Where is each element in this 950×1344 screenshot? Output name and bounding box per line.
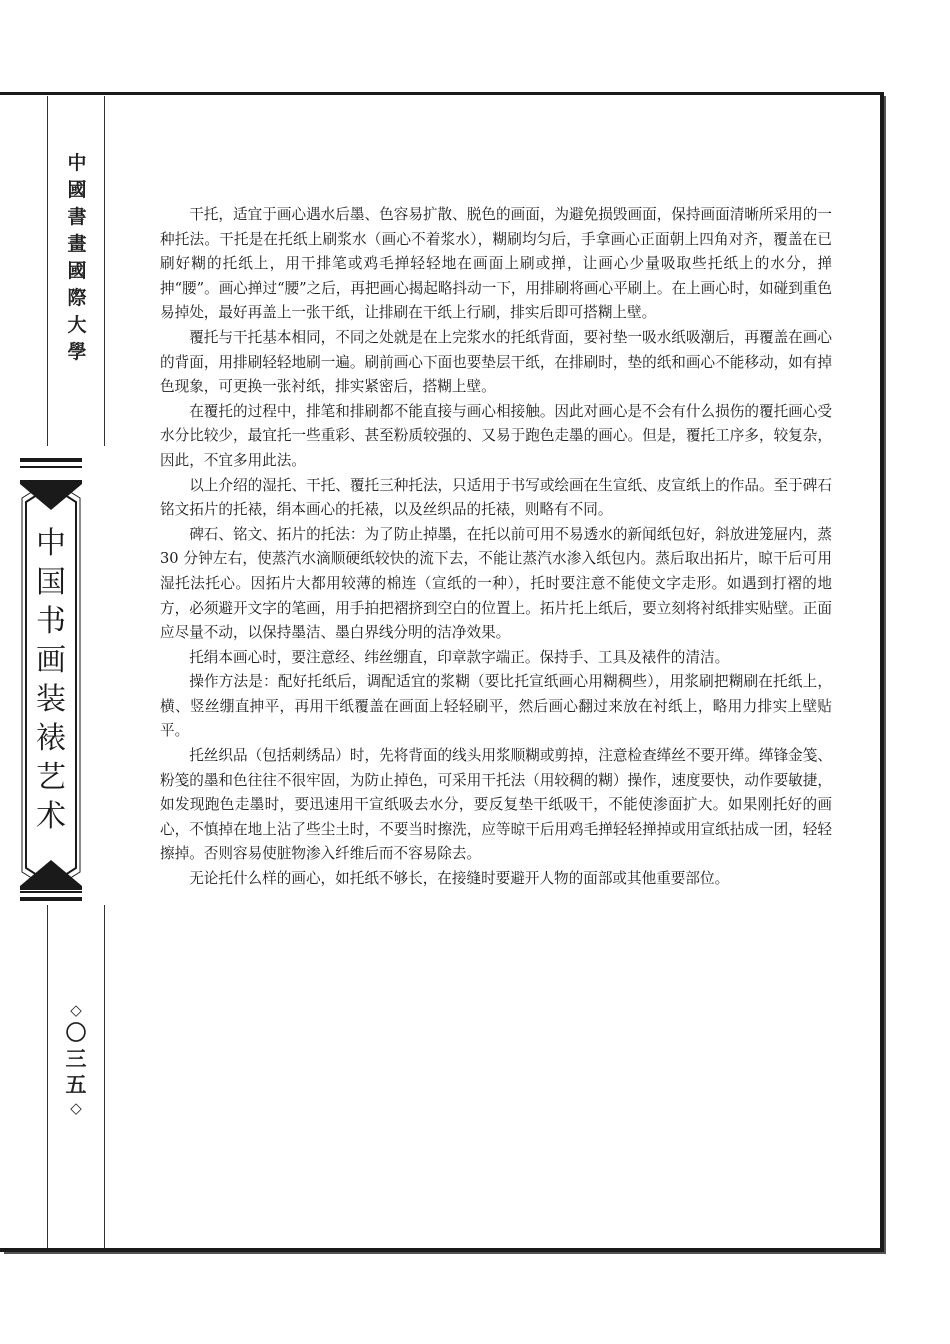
sidebar-rule-right-lower	[104, 905, 105, 1248]
sidebar-bar-bottom-1	[20, 891, 82, 893]
sidebar-bar-top-1	[20, 458, 82, 462]
page-number-char: 三	[65, 1047, 87, 1071]
paragraph: 在覆托的过程中，排笔和排刷都不能直接与画心相接触。因此对画心是不会有什么损伤的覆托画心受水分比较少，最宜托一些重彩、甚至粉质较强的、又易于跑色走墨的画心。但是，覆托工序多，较复杂，因此，不宜多用此法。	[160, 402, 832, 469]
diamond-ornament-top: ◇	[70, 1001, 82, 1019]
series-char: 書	[67, 206, 87, 228]
page-number-char: 五	[65, 1073, 87, 1097]
series-char: 中	[67, 152, 87, 174]
series-char: 學	[67, 341, 87, 363]
sidebar-rule-left-upper	[47, 96, 48, 446]
book-title-char: 裱	[36, 721, 66, 756]
page-frame-shadow-bottom	[4, 1252, 886, 1254]
book-title-char: 术	[36, 799, 66, 834]
book-title-badge	[20, 480, 82, 890]
paragraph: 碑石、铭文、拓片的托法：为了防止掉墨，在托以前可用不易透水的新闻纸包好，斜放进笼屉内，蒸 30 分钟左右，使蒸汽水滴顺硬纸较快的流下去，不能让蒸汽水渗入纸包内。蒸后取出拓片，晾干后可用湿托法托心。因拓片大都用较薄的棉连（宣纸的一种），托时要注意不能使文字走形。如遇到打褶的地方，必须避开文字的笔画，用手拍把褶挤到空白的位置上。拓片托上纸后，要立刻将衬纸排实贴壁。正面应尽量不动，以保持墨洁、墨白界线分明的洁净效果。	[160, 525, 832, 642]
book-title-char: 中	[36, 526, 66, 561]
book-title-char: 装	[36, 682, 66, 717]
book-title	[20, 524, 82, 836]
series-char: 際	[67, 287, 87, 309]
book-title-char: 画	[36, 643, 66, 678]
paragraph: 托绢本画心时，要注意经、纬丝绷直，印章款字端正。保持手、工具及裱件的清洁。	[189, 648, 730, 666]
series-char: 大	[67, 314, 87, 336]
sidebar-rule-left-lower	[47, 905, 48, 1248]
book-title-char: 国	[36, 565, 66, 600]
paragraph: 以上介绍的湿托、干托、覆托三种托法，只适用于书写或绘画在生宣纸、皮宣纸上的作品。至于碑石铭文拓片的托裱，绢本画心的托裱，以及丝织品的托裱，则略有不同。	[160, 476, 832, 519]
series-char: 畫	[67, 233, 87, 255]
series-char: 國	[67, 260, 87, 282]
page-number	[58, 1000, 94, 1118]
sidebar-bar-bottom-2	[20, 897, 82, 901]
series-char: 國	[67, 179, 87, 201]
diamond-ornament-bottom: ◇	[70, 1099, 82, 1117]
sidebar-bar-top-2	[20, 466, 82, 468]
book-title-char: 艺	[36, 760, 66, 795]
page-number-char: 〇	[65, 1021, 87, 1045]
sidebar-rule-right-upper	[104, 96, 105, 446]
body-text	[160, 203, 832, 892]
paragraph: 干托，适宜于画心遇水后墨、色容易扩散、脱色的画面，为避免损毁画面，保持画面清晰所采用的一种托法。干托是在托纸上刷浆水（画心不着浆水），糊刷均匀后，手拿画心正面朝上四角对齐，覆盖在已刷好糊的托纸上，用干排笔或鸡毛掸轻轻地在画面上刷或掸，让画心少量吸取些托纸上的水分，掸抻“腰”。画心掸过“腰”之后，再把画心揭起略抖动一下，用排刷将画心平刷上。在上画心时，如碰到重色易掉处，最好再盖上一张干纸，让排刷在干纸上行刷，排实后即可搭糊上壁。	[160, 206, 832, 322]
page-frame-shadow-right	[884, 96, 886, 1254]
book-title-char: 书	[36, 604, 66, 639]
series-title	[60, 150, 94, 366]
page-frame-top	[0, 92, 884, 95]
paragraph: 托丝织品（包括刺绣品）时，先将背面的线头用浆顺糊或剪掉，注意检查缂丝不要开缂。缂锋金笺、粉笺的墨和色往往不很牢固，为防止掉色，可采用干托法（用较稠的糊）操作，速度要快，动作要敏捷，如发现跑色走墨时，要迅速用干宣纸吸去水分，要反复垫干纸吸干，不能使渗面扩大。如果刚托好的画心，不慎掉在地上沾了些尘土时，不要当时擦洗，应等晾干后用鸡毛掸轻轻掸掉或用宣纸拈成一团，轻轻擦掉。否则容易使脏物渗入纤维后而不容易除去。	[160, 747, 832, 863]
paragraph: 操作方法是：配好托纸后，调配适宜的浆糊（要比托宣纸画心用糊稠些），用浆刷把糊刷在托纸上，横、竖丝绷直抻平，再用干纸覆盖在画面上轻轻刷平，然后画心翻过来放在衬纸上，略用力排实上壁贴平。	[160, 673, 832, 740]
paragraph: 覆托与干托基本相同，不同之处就是在上完浆水的托纸背面，要衬垫一吸水纸吸潮后，再覆盖在画心的背面，用排刷轻轻地刷一遍。刷前画心下面也要垫层干纸，在排刷时，垫的纸和画心不能移动，如有掉色现象，可更换一张衬纸，排实紧密后，搭糊上壁。	[160, 328, 832, 396]
paragraph: 无论托什么样的画心，如托纸不够长，在接缝时要避开人物的面部或其他重要部位。	[189, 870, 730, 888]
